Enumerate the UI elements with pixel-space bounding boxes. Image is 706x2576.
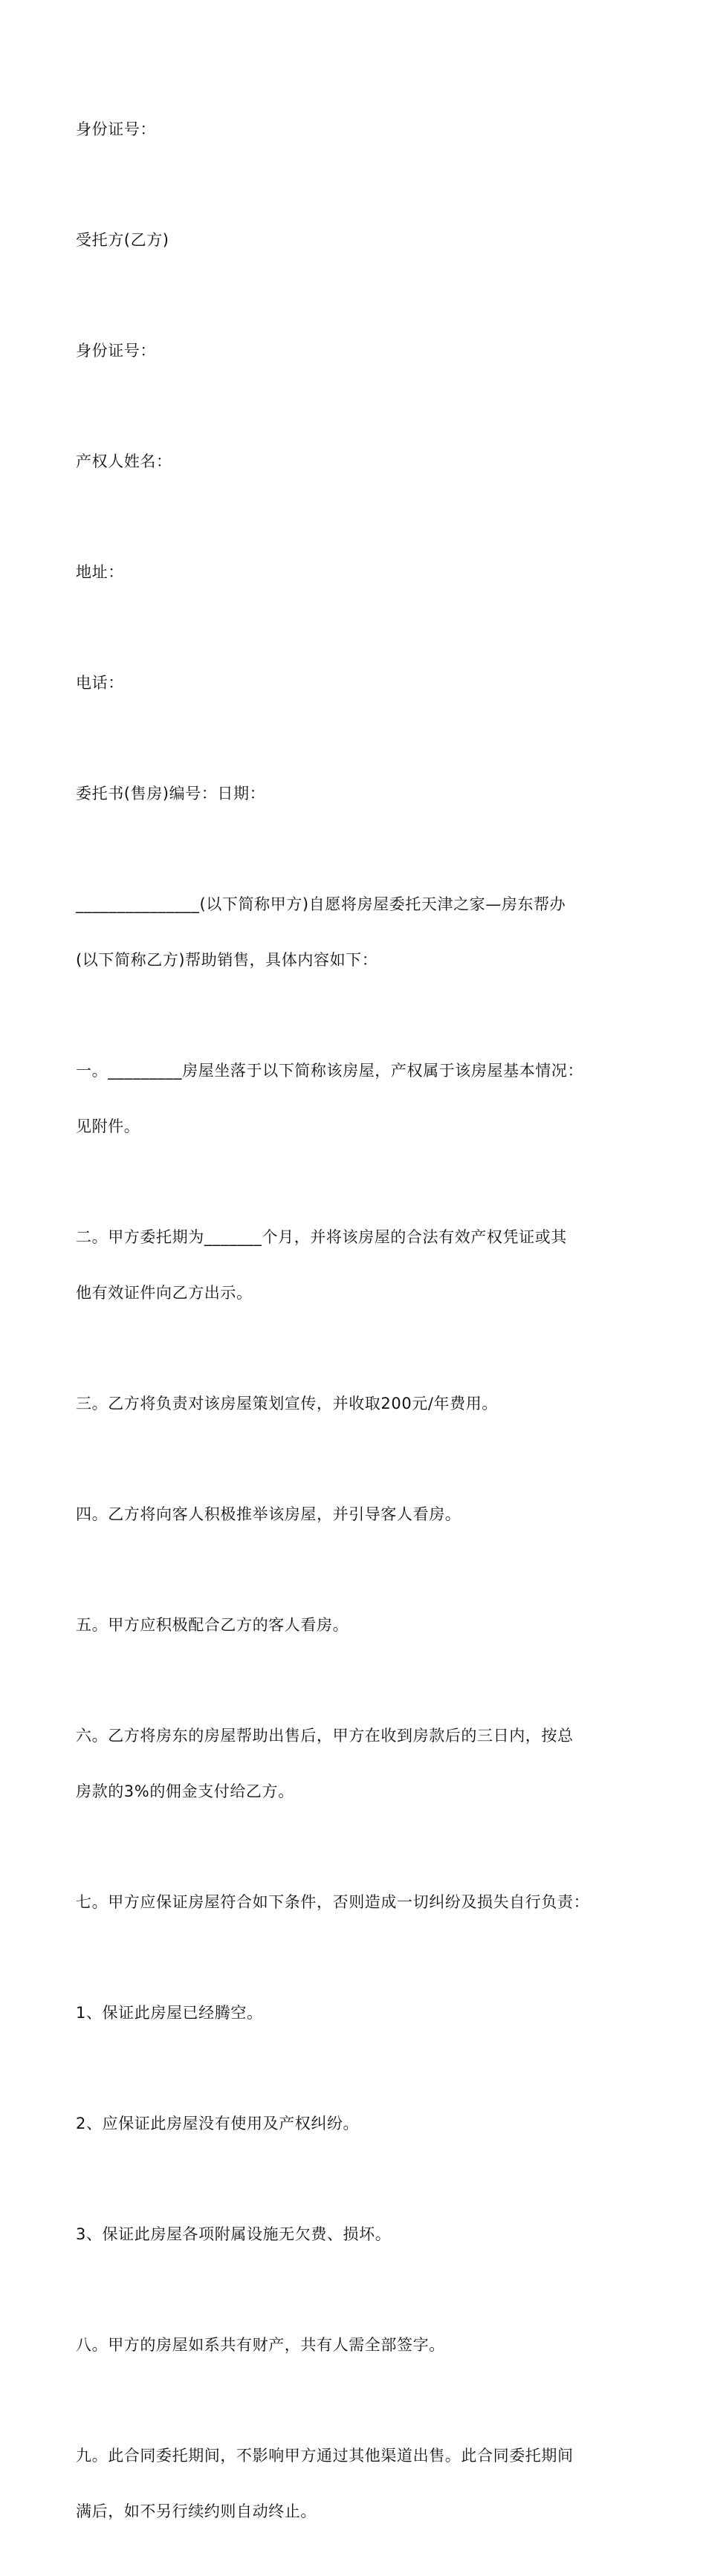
text-line: 七。甲方应保证房屋符合如下条件，否则造成一切纠纷及损失自行负责： xyxy=(76,1893,590,1911)
text-line: 四。乙方将向客人积极推举该房屋，并引导客人看房。 xyxy=(76,1505,462,1523)
text-line: 二。甲方委托期为_______个月，并将该房屋的合法有效产权凭证或其 xyxy=(76,1228,567,1246)
text-line: 地址： xyxy=(76,563,124,581)
text-line: 1、保证此房屋已经腾空。 xyxy=(76,2004,263,2022)
document-body xyxy=(76,83,641,2576)
id-number-line-2 xyxy=(76,305,641,398)
clause-3 xyxy=(76,1357,641,1450)
clause-6 xyxy=(76,1690,641,1838)
clause-1 xyxy=(76,1025,641,1173)
text-line: 受托方(乙方) xyxy=(76,231,169,249)
text-line: _______________(以下简称甲方)自愿将房屋委托天津之家—房东帮办 xyxy=(76,895,566,913)
condition-2 xyxy=(76,2077,641,2170)
text-line: 房款的3%的佣金支付给乙方。 xyxy=(76,1782,294,1800)
condition-1 xyxy=(76,1967,641,2060)
trustee-line xyxy=(76,194,641,287)
text-line: 身份证号： xyxy=(76,342,156,360)
address-line xyxy=(76,526,641,619)
text-line: 五。甲方应积极配合乙方的客人看房。 xyxy=(76,1616,349,1634)
id-number-line-1 xyxy=(76,83,641,176)
text-line: 一。_________房屋坐落于以下简称该房屋，产权属于该房屋基本情况： xyxy=(76,1062,584,1080)
clause-7 xyxy=(76,1856,641,1949)
clause-2 xyxy=(76,1191,641,1340)
text-line: 产权人姓名： xyxy=(76,452,172,470)
text-line: 委托书(售房)编号：日期： xyxy=(76,785,266,802)
text-line: 九。此合同委托期间，不影响甲方通过其他渠道出售。此合同委托期间 xyxy=(76,2447,574,2465)
text-line: 3、保证此房屋各项附属设施无欠费、损坏。 xyxy=(76,2225,392,2243)
text-line: 2、应保证此房屋没有使用及产权纠纷。 xyxy=(76,2115,360,2132)
text-line: 三。乙方将负责对该房屋策划宣传，并收取200元/年费用。 xyxy=(76,1395,498,1412)
text-line: 六。乙方将房东的房屋帮助出售后，甲方在收到房款后的三日内，按总 xyxy=(76,1727,574,1745)
owner-name-line xyxy=(76,415,641,508)
clause-5 xyxy=(76,1579,641,1672)
intro-paragraph xyxy=(76,858,641,1007)
clause-8 xyxy=(76,2299,641,2392)
text-line: 见附件。 xyxy=(76,1117,140,1135)
condition-3 xyxy=(76,2188,641,2281)
entrustment-number-line xyxy=(76,747,641,840)
text-line: 他有效证件向乙方出示。 xyxy=(76,1284,253,1302)
clause-4 xyxy=(76,1468,641,1561)
clause-9 xyxy=(76,2410,641,2558)
text-line: (以下简称乙方)帮助销售，具体内容如下： xyxy=(76,951,378,969)
phone-line xyxy=(76,637,641,730)
text-line: 身份证号： xyxy=(76,120,156,138)
text-line: 满后，如不另行续约则自动终止。 xyxy=(76,2502,317,2520)
text-line: 电话： xyxy=(76,674,124,692)
text-line: 八。甲方的房屋如系共有财产，共有人需全部签字。 xyxy=(76,2336,445,2354)
